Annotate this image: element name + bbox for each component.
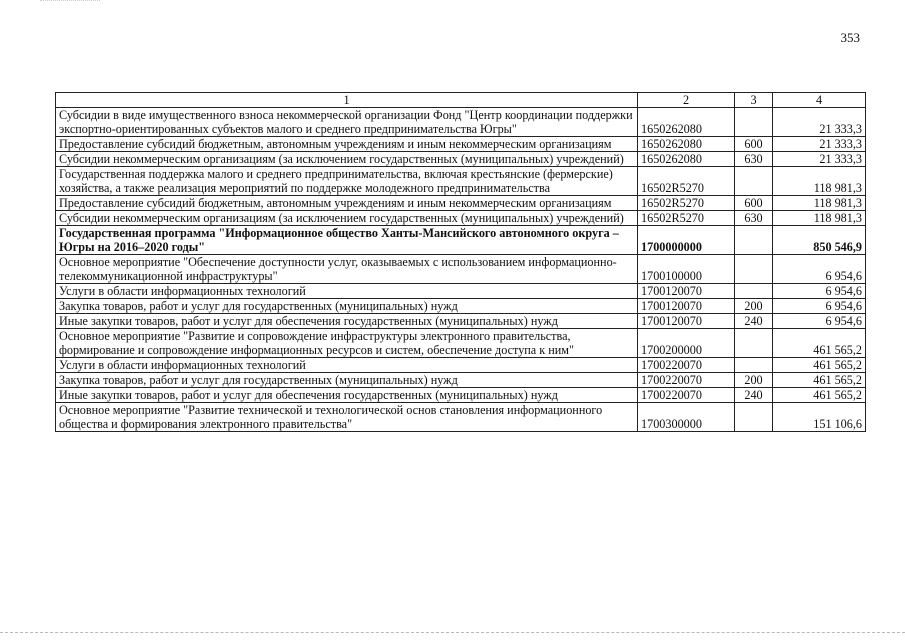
row-name-cell: Субсидии некоммерческим организациям (за исключением государственных (муниципальных) учреждений) xyxy=(56,152,638,167)
table-row xyxy=(56,255,866,284)
row-sum-cell: 118 981,3 xyxy=(773,211,866,226)
row-name-cell: Основное мероприятие "Обеспечение доступности услуг, оказываемых с использованием информационно-телекоммуникационной инфраструктуры" xyxy=(56,255,638,284)
table-row xyxy=(56,373,866,388)
row-code-cell: 1700220070 xyxy=(638,358,735,373)
row-expense-type-cell: 600 xyxy=(735,137,773,152)
page-number: 353 xyxy=(840,30,860,45)
row-expense-type-cell: 240 xyxy=(735,388,773,403)
row-code-cell: 1700200000 xyxy=(638,329,735,358)
row-name-cell: Субсидии в виде имущественного взноса некоммерческой организации Фонд "Центр координации поддержки экспортно-ориентированных субъектов малого и среднего предпринимательства Югры" xyxy=(56,108,638,137)
row-code-cell: 16502R5270 xyxy=(638,211,735,226)
column-header-4: 4 xyxy=(773,93,866,108)
row-expense-type-cell: 240 xyxy=(735,314,773,329)
table-row xyxy=(56,388,866,403)
row-name-cell: Предоставление субсидий бюджетным, автономным учреждениям и иным некоммерческим организациям xyxy=(56,196,638,211)
row-sum-cell: 6 954,6 xyxy=(773,255,866,284)
row-name-cell: Основное мероприятие "Развитие технической и технологической основ становления информационного общества и формирования электронного правительства" xyxy=(56,403,638,432)
row-name-cell: Предоставление субсидий бюджетным, автономным учреждениям и иным некоммерческим организациям xyxy=(56,137,638,152)
row-expense-type-cell xyxy=(735,167,773,196)
scan-edge-line xyxy=(0,632,905,633)
row-code-cell: 1700120070 xyxy=(638,284,735,299)
row-sum-cell: 21 333,3 xyxy=(773,137,866,152)
row-code-cell: 1700220070 xyxy=(638,373,735,388)
row-expense-type-cell: 630 xyxy=(735,152,773,167)
row-sum-cell: 151 106,6 xyxy=(773,403,866,432)
table-row xyxy=(56,329,866,358)
row-code-cell: 1700220070 xyxy=(638,388,735,403)
row-name-cell: Закупка товаров, работ и услуг для государственных (муниципальных) нужд xyxy=(56,373,638,388)
table-row xyxy=(56,284,866,299)
row-code-cell: 16502R5270 xyxy=(638,167,735,196)
row-sum-cell: 6 954,6 xyxy=(773,314,866,329)
table-row xyxy=(56,299,866,314)
row-name-cell: Услуги в области информационных технологий xyxy=(56,358,638,373)
row-name-cell: Иные закупки товаров, работ и услуг для обеспечения государственных (муниципальных) нужд xyxy=(56,388,638,403)
row-name-cell: Государственная поддержка малого и среднего предпринимательства, включая крестьянские (фермерские) хозяйства, а также реализация мероприятий по поддержке молодежного предпринимательства xyxy=(56,167,638,196)
row-sum-cell: 461 565,2 xyxy=(773,373,866,388)
row-name-cell: Субсидии некоммерческим организациям (за исключением государственных (муниципальных) учреждений) xyxy=(56,211,638,226)
row-name-cell: Закупка товаров, работ и услуг для государственных (муниципальных) нужд xyxy=(56,299,638,314)
column-header-1: 1 xyxy=(56,93,638,108)
row-name-cell: Иные закупки товаров, работ и услуг для обеспечения государственных (муниципальных) нужд xyxy=(56,314,638,329)
row-expense-type-cell xyxy=(735,403,773,432)
row-expense-type-cell xyxy=(735,108,773,137)
row-name-cell: Государственная программа "Информационное общество Ханты-Мансийского автономного округа – Югры на 2016–2020 годы" xyxy=(56,226,638,255)
table-row xyxy=(56,152,866,167)
table-header-row xyxy=(56,93,866,108)
table-row xyxy=(56,108,866,137)
table-row xyxy=(56,403,866,432)
row-sum-cell: 850 546,9 xyxy=(773,226,866,255)
row-code-cell: 1650262080 xyxy=(638,137,735,152)
row-sum-cell: 6 954,6 xyxy=(773,299,866,314)
row-code-cell: 1650262080 xyxy=(638,152,735,167)
row-sum-cell: 118 981,3 xyxy=(773,167,866,196)
budget-table xyxy=(55,92,866,432)
row-sum-cell: 21 333,3 xyxy=(773,108,866,137)
row-expense-type-cell: 200 xyxy=(735,299,773,314)
row-expense-type-cell xyxy=(735,226,773,255)
row-code-cell: 1700120070 xyxy=(638,314,735,329)
row-code-cell: 1700300000 xyxy=(638,403,735,432)
row-sum-cell: 21 333,3 xyxy=(773,152,866,167)
column-header-3: 3 xyxy=(735,93,773,108)
row-expense-type-cell: 200 xyxy=(735,373,773,388)
table-row xyxy=(56,358,866,373)
table-row xyxy=(56,314,866,329)
column-header-2: 2 xyxy=(638,93,735,108)
row-expense-type-cell: 600 xyxy=(735,196,773,211)
table-row xyxy=(56,226,866,255)
row-sum-cell: 461 565,2 xyxy=(773,329,866,358)
row-sum-cell: 461 565,2 xyxy=(773,388,866,403)
row-name-cell: Услуги в области информационных технологий xyxy=(56,284,638,299)
row-expense-type-cell xyxy=(735,284,773,299)
row-expense-type-cell xyxy=(735,255,773,284)
row-expense-type-cell xyxy=(735,329,773,358)
table-row xyxy=(56,211,866,226)
row-code-cell: 16502R5270 xyxy=(638,196,735,211)
row-code-cell: 1700000000 xyxy=(638,226,735,255)
row-code-cell: 1700120070 xyxy=(638,299,735,314)
table-row xyxy=(56,167,866,196)
table-row xyxy=(56,196,866,211)
row-code-cell: 1650262080 xyxy=(638,108,735,137)
row-expense-type-cell: 630 xyxy=(735,211,773,226)
scan-artifact xyxy=(40,0,100,1)
table-row xyxy=(56,137,866,152)
row-sum-cell: 118 981,3 xyxy=(773,196,866,211)
row-expense-type-cell xyxy=(735,358,773,373)
row-sum-cell: 6 954,6 xyxy=(773,284,866,299)
row-name-cell: Основное мероприятие "Развитие и сопровождение инфраструктуры электронного правительства, формирование и сопровождение информационных ресурсов и систем, обеспечение доступа к ним" xyxy=(56,329,638,358)
row-code-cell: 1700100000 xyxy=(638,255,735,284)
row-sum-cell: 461 565,2 xyxy=(773,358,866,373)
